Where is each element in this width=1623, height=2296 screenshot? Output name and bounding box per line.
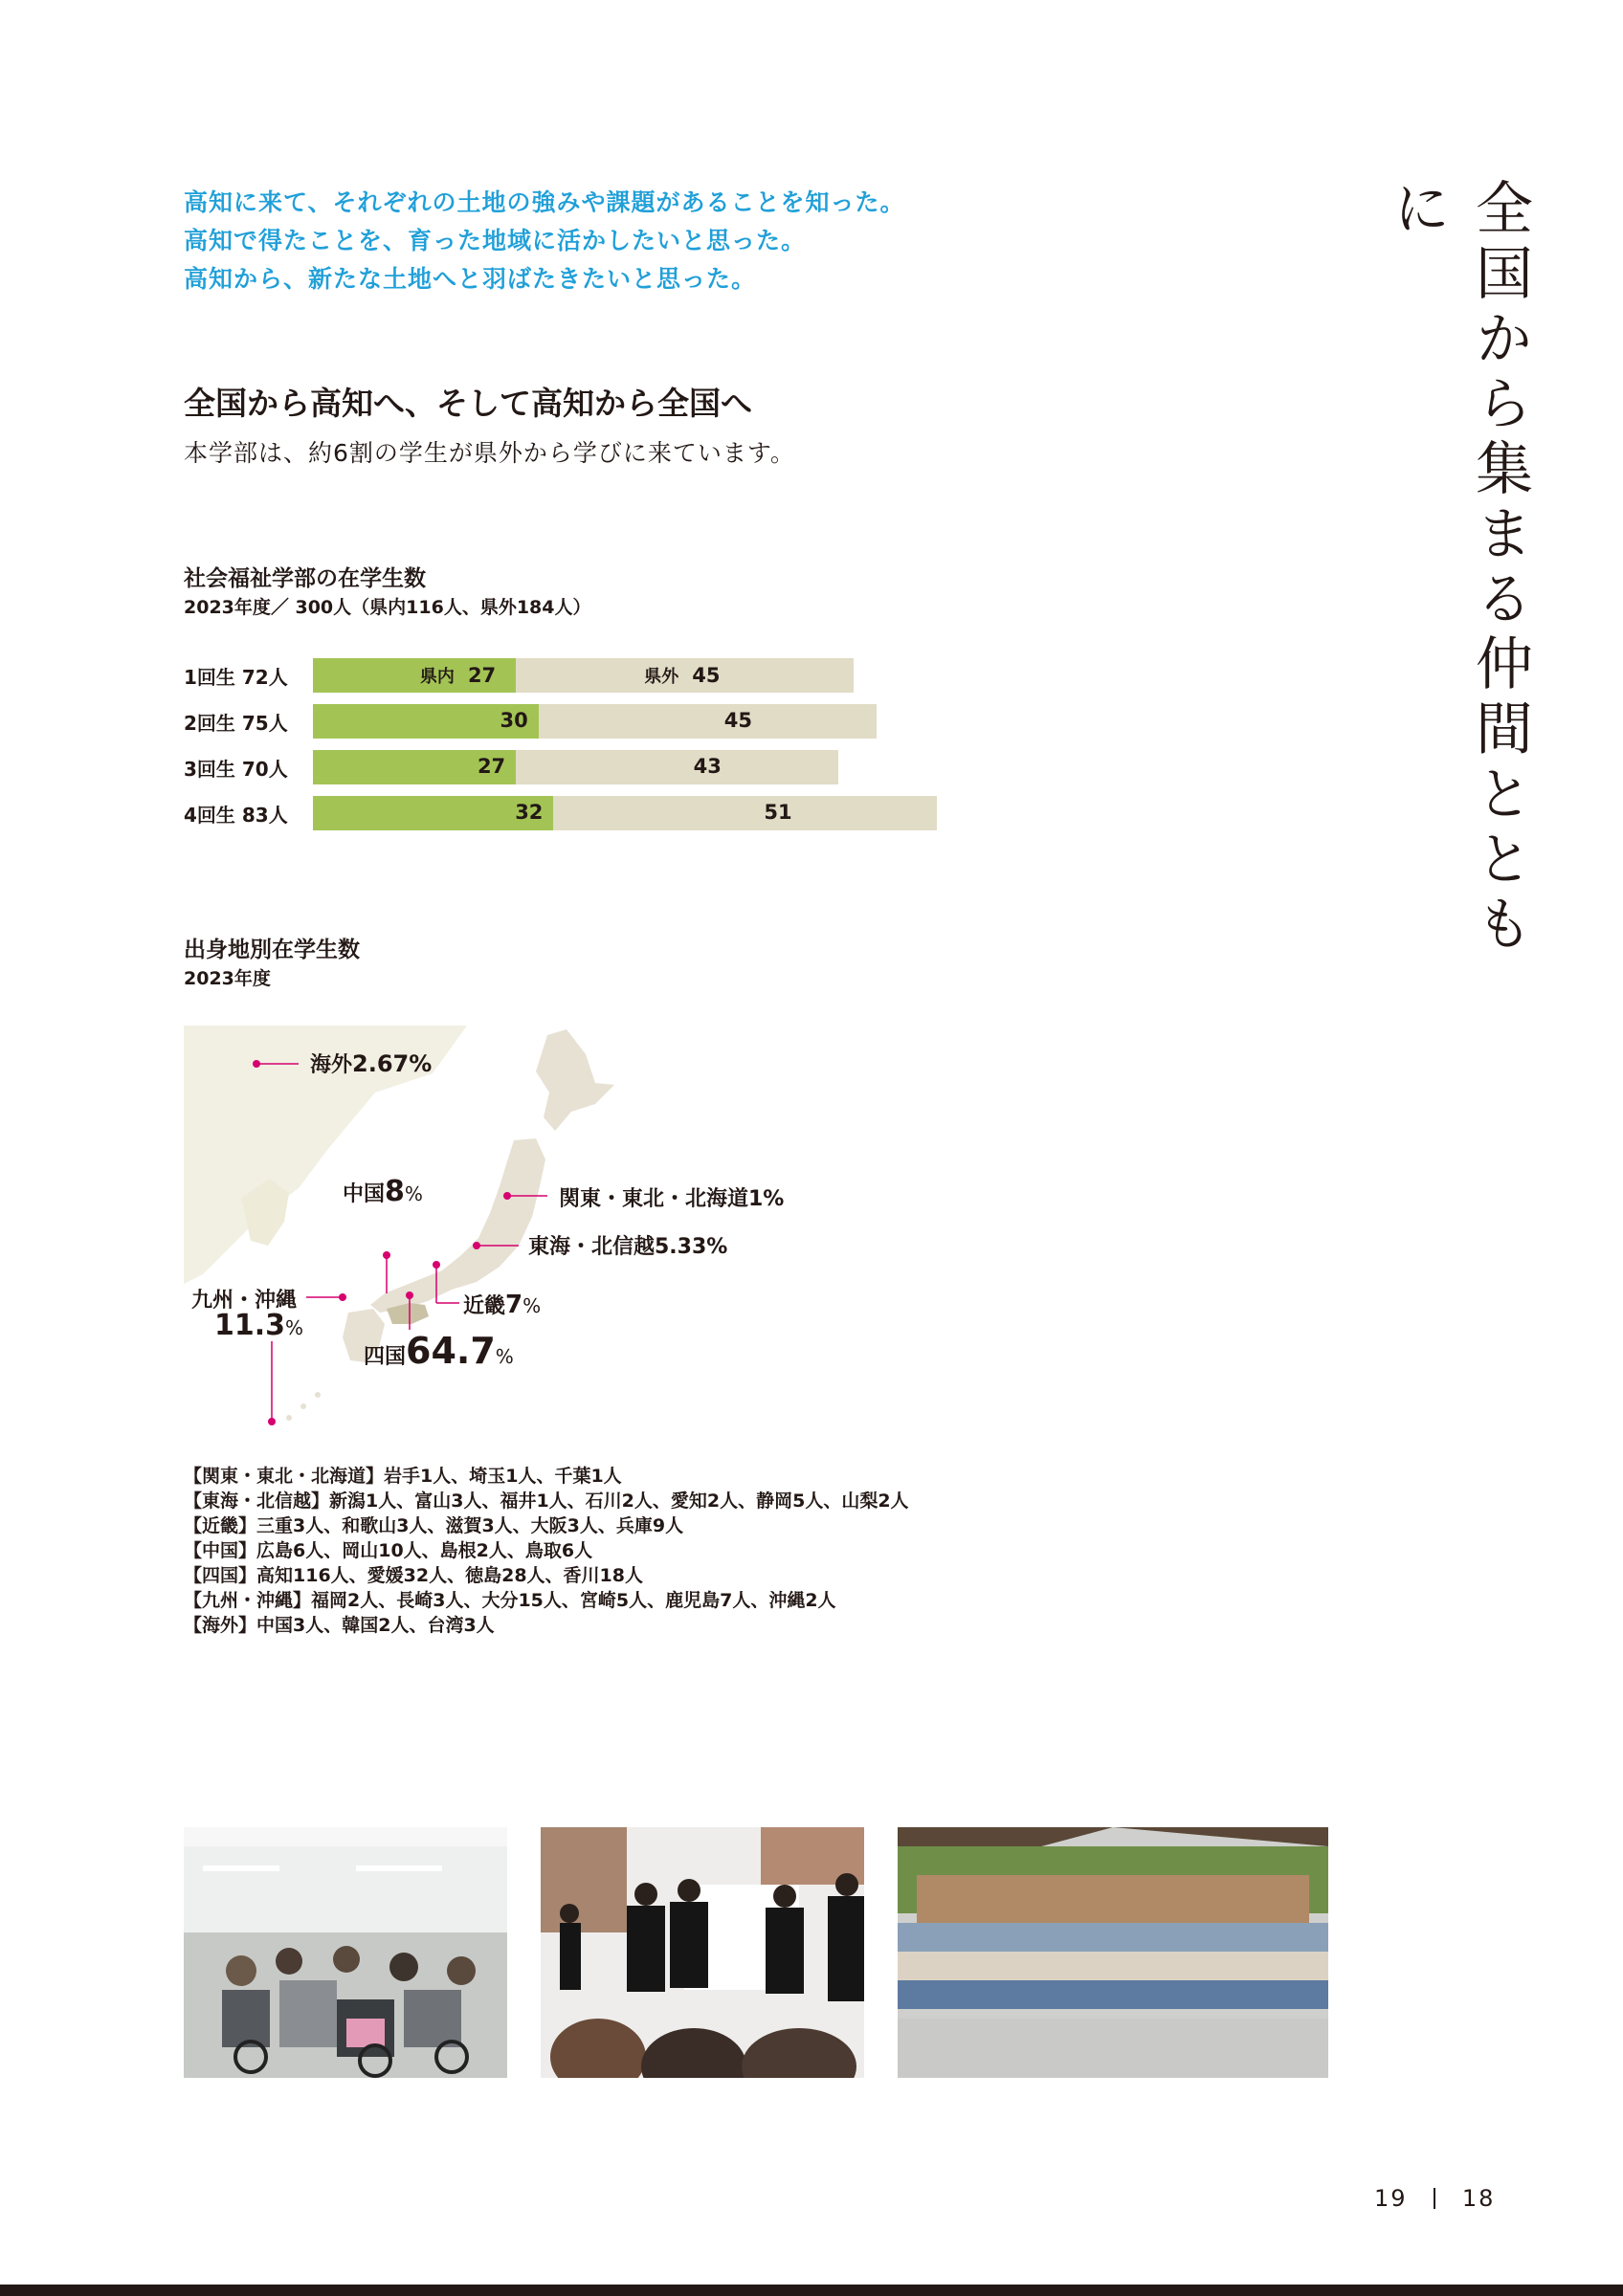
bar-in-value-label [500, 709, 528, 732]
intro-line-1: 高知に来て、それぞれの土地の強みや課題があることを知った。 [184, 188, 905, 216]
bar-category-label: 3回生 70人 [184, 758, 288, 781]
okinawa-islands [300, 1403, 306, 1409]
marker-kanto [503, 1192, 511, 1200]
photo-group-outdoor-graphic [898, 1827, 1328, 2078]
bar-out-value: 45 [692, 664, 721, 687]
bar-out-series-tag: 県外 [644, 667, 679, 687]
label-chugoku [343, 1175, 423, 1208]
marker-chugoku [383, 1251, 390, 1259]
label-overseas [310, 1049, 432, 1078]
photo-wheelchair-class-graphic [184, 1827, 507, 2078]
label-chugoku-unit: % [404, 1182, 423, 1205]
honshu-shape [370, 1138, 545, 1313]
page-numbers [1374, 2185, 1495, 2212]
bottom-rule [0, 2285, 1623, 2296]
bar-out-value: 51 [764, 801, 792, 824]
bar-in-value: 30 [500, 709, 528, 732]
enrollment-title: 社会福祉学部の在学生数 [184, 566, 426, 591]
vertical-page-title: 全国から集まる仲間とともに [1384, 178, 1533, 959]
label-shikoku-value: 64.7 [406, 1330, 496, 1372]
bar-in-value-label [420, 663, 496, 688]
bar-category-label: 2回生 75人 [184, 712, 288, 735]
region-line-overseas: 【海外】中国3人、韓国2人、台湾3人 [184, 1615, 495, 1636]
intro-line-3: 高知から、新たな土地へと羽ばたきたいと思った。 [184, 265, 757, 293]
origin-map [184, 1026, 892, 1446]
bar-in-value-label [515, 801, 543, 824]
bar-in-series-tag: 県内 [419, 667, 455, 687]
region-line-kanto: 【関東・東北・北海道】岩手1人、埼玉1人、千葉1人 [184, 1466, 622, 1487]
label-tokai: 東海・北信越5.33% [528, 1235, 728, 1259]
bar-row [184, 658, 1045, 693]
marker-tokai [473, 1242, 480, 1249]
label-kyushu-value-wrap [214, 1309, 303, 1342]
okinawa-islands [286, 1415, 292, 1421]
enrollment-subtitle: 2023年度／ 300人（県内116人、県外184人） [184, 597, 591, 618]
bar-row [184, 704, 1045, 739]
bar-category-label: 1回生 72人 [184, 666, 288, 689]
marker-okinawa [268, 1418, 276, 1425]
label-kinki-value: 7 [505, 1291, 523, 1319]
marker-overseas [253, 1060, 260, 1068]
origin-subtitle: 2023年度 [184, 968, 271, 989]
label-kyushu-unit: % [285, 1316, 304, 1339]
label-kanto: 関東・東北・北海道1% [559, 1187, 785, 1211]
bar-in-value: 32 [515, 801, 544, 824]
bar-out-value: 43 [693, 755, 722, 778]
label-overseas-name: 海外 [310, 1053, 353, 1077]
bar-row [184, 750, 1045, 784]
bar-out-value-label [724, 709, 752, 732]
photo-stage-performance-graphic [541, 1827, 864, 2078]
bar-out-value: 45 [723, 709, 753, 732]
intro-text [184, 184, 905, 298]
marker-kyushu [339, 1293, 346, 1301]
enrollment-bar-chart [184, 658, 1045, 850]
label-kinki [463, 1290, 541, 1319]
bar-out-prefecture [516, 750, 839, 784]
bar-out-prefecture [553, 796, 936, 830]
bar-out-value-label [764, 801, 791, 824]
section-subheading: 本学部は、約6割の学生が県外から学びに来ています。 [184, 439, 795, 467]
okinawa-islands [315, 1392, 321, 1398]
marker-shikoku [406, 1292, 413, 1299]
label-kinki-unit: % [522, 1294, 542, 1317]
label-kinki-name: 近畿 [463, 1294, 506, 1318]
origin-title: 出身地別在学生数 [184, 938, 360, 962]
label-chugoku-name: 中国 [343, 1182, 386, 1206]
bar-out-prefecture [539, 704, 877, 739]
label-shikoku-name: 四国 [364, 1345, 407, 1369]
page-number-right: 18 [1461, 2185, 1496, 2212]
hokkaido-shape [536, 1029, 614, 1131]
section-heading: 全国から高知へ、そして高知から全国へ [184, 385, 752, 422]
region-line-kinki: 【近畿】三重3人、和歌山3人、滋賀3人、大阪3人、兵庫9人 [184, 1515, 684, 1536]
label-overseas-pct: 2.67% [352, 1050, 433, 1077]
region-line-chugoku: 【中国】広島6人、岡山10人、島根2人、鳥取6人 [184, 1540, 593, 1561]
label-shikoku-unit: % [495, 1345, 514, 1368]
bar-in-value-label [478, 755, 505, 778]
label-shikoku [364, 1330, 514, 1372]
marker-kinki [433, 1261, 440, 1269]
bar-category-label: 4回生 83人 [184, 804, 288, 827]
label-chugoku-value: 8 [385, 1175, 405, 1208]
bar-row [184, 796, 1045, 830]
photo-wheelchair-class [184, 1827, 507, 2078]
bar-in-value: 27 [467, 664, 497, 687]
photo-stage-performance [541, 1827, 864, 2078]
region-line-tokai: 【東海・北信越】新潟1人、富山3人、福井1人、石川2人、愛知2人、静岡5人、山梨2人 [184, 1490, 909, 1512]
bar-out-value-label [694, 755, 722, 778]
label-kyushu: 九州・沖縄 [191, 1289, 298, 1313]
bar-out-value-label [644, 663, 720, 688]
page-number-left: 19 [1374, 2185, 1408, 2212]
label-kyushu-value: 11.3 [214, 1309, 286, 1342]
intro-line-2: 高知で得たことを、育った地域に活かしたいと思った。 [184, 227, 807, 254]
region-line-shikoku: 【四国】高知116人、愛媛32人、徳島28人、香川18人 [184, 1565, 643, 1586]
photo-group-outdoor [898, 1827, 1328, 2078]
region-line-kyushu: 【九州・沖縄】福岡2人、長崎3人、大分15人、宮崎5人、鹿児島7人、沖縄2人 [184, 1590, 836, 1611]
page-number-divider [1434, 2188, 1435, 2209]
bar-in-value: 27 [477, 755, 506, 778]
region-breakdown-list [184, 1464, 909, 1638]
